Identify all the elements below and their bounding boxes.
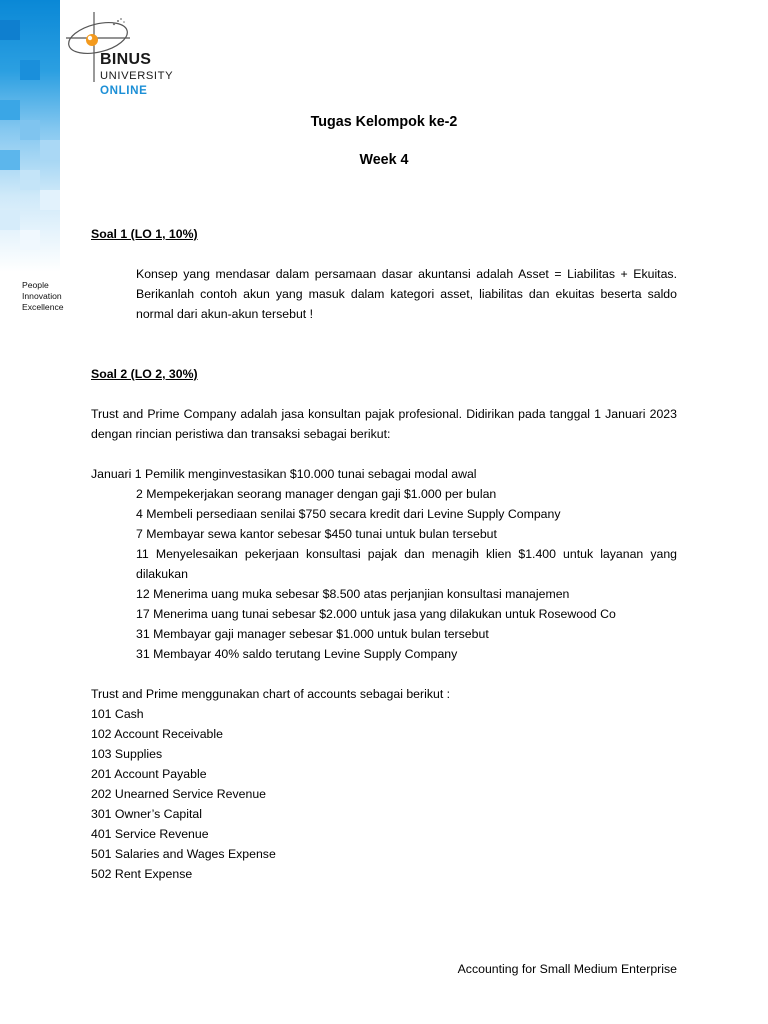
account-item: 201 Account Payable (91, 767, 207, 781)
week-label: Week 4 (359, 152, 409, 168)
transaction-item: 4 Membeli persediaan senilai $750 secara kredit dari Levine Supply Company (136, 507, 561, 521)
page-title: Tugas Kelompok ke-2 (310, 114, 458, 130)
account-item: 202 Unearned Service Revenue (91, 787, 267, 801)
transaction-item: 31 Membayar gaji manager sebesar $1.000 untuk bulan tersebut (136, 627, 489, 641)
decorative-blue-strip (0, 0, 60, 272)
soal-2-heading: Soal 2 (LO 2, 30%) (91, 367, 198, 381)
account-item: 501 Salaries and Wages Expense (91, 847, 276, 861)
page-footer: Accounting for Small Medium Enterprise (457, 962, 677, 976)
account-item: 401 Service Revenue (91, 827, 209, 841)
account-item: 101 Cash (91, 707, 144, 721)
transaction-item: 7 Membayar sewa kantor sebesar $450 tunai untuk bulan tersebut (136, 527, 497, 541)
soal-1-body: Konsep yang mendasar dalam persamaan dasar akuntansi adalah Asset = Liabilitas + Ekuitas. Berikanlah contoh akun yang masuk dalam kategori asset, liabilitas dan ekuitas beserta saldo normal dari akun-akun tersebut ! (136, 267, 677, 321)
transaction-item: 12 Menerima uang muka sebesar $8.500 atas perjanjian konsultasi manajemen (136, 587, 570, 601)
chart-of-accounts-intro: Trust and Prime menggunakan chart of accounts sebagai berikut : (91, 687, 451, 701)
transaction-item: 11 Menyelesaikan pekerjaan konsultasi pajak dan menagih klien $1.400 untuk layanan yang dilakukan (136, 547, 677, 581)
soal-2-intro: Trust and Prime Company adalah jasa konsultan pajak profesional. Didirikan pada tanggal 1 Januari 2023 dengan rincian peristiwa dan transaksi sebagai berikut: (91, 407, 677, 441)
account-item: 301 Owner’s Capital (91, 807, 202, 821)
tagline (22, 280, 64, 313)
transaction-item: 17 Menerima uang tunai sebesar $2.000 untuk jasa yang dilakukan untuk Rosewood Co (136, 607, 616, 621)
tagline-line: Innovation (22, 291, 62, 301)
transaction-item: 2 Mempekerjakan seorang manager dengan gaji $1.000 per bulan (136, 487, 497, 501)
account-item: 502 Rent Expense (91, 867, 193, 881)
transaction-item: Januari 1 Pemilik menginvestasikan $10.000 tunai sebagai modal awal (91, 467, 477, 481)
tagline-line: People (22, 280, 49, 290)
soal-1-heading: Soal 1 (LO 1, 10%) (91, 227, 198, 241)
logo-subtitle: UNIVERSITY (100, 70, 174, 82)
account-item: 102 Account Receivable (91, 727, 223, 741)
logo-name: BINUS (100, 51, 152, 68)
logo-online: ONLINE (100, 84, 148, 97)
transaction-item: 31 Membayar 40% saldo terutang Levine Supply Company (136, 647, 458, 661)
account-item: 103 Supplies (91, 747, 163, 761)
tagline-line: Excellence (22, 302, 64, 312)
